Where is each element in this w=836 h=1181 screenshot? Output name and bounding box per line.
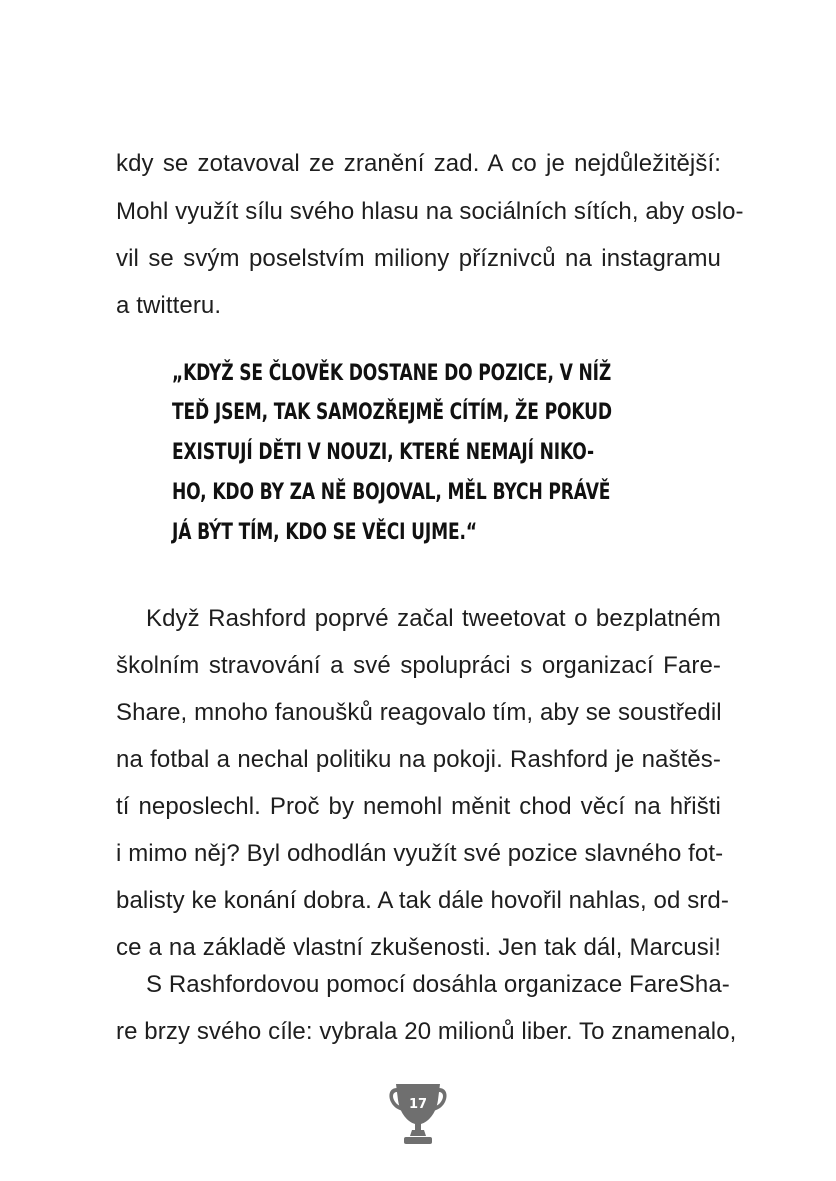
paragraph-line: vil se svým poselstvím miliony příznivců na instagramu <box>116 245 721 272</box>
paragraph-line: kdy se zotavoval ze zranění zad. A co je nejdůležitější: <box>116 150 721 177</box>
paragraph-line: ce a na základě vlastní zkušenosti. Jen tak dál, Marcusi! <box>116 934 721 961</box>
paragraph-line: re brzy svého cíle: vybrala 20 milionů liber. To znamenalo, <box>116 1018 737 1045</box>
quote-line: HO, KDO BY ZA NĚ BOJOVAL, MĚL BYCH PRÁVĚ <box>172 479 611 505</box>
paragraph-line: i mimo něj? Byl odhodlán využít své pozice slavného fot- <box>116 840 724 867</box>
paragraph-line: školním stravování a své spolupráci s organizací Fare- <box>116 652 721 679</box>
paragraph-line: S Rashfordovou pomocí dosáhla organizace FareSha- <box>146 971 730 998</box>
paragraph-line: tí neposlechl. Proč by nemohl měnit chod věcí na hřišti <box>116 793 721 820</box>
trophy-icon <box>388 1082 448 1148</box>
paragraph-line: na fotbal a nechal politiku na pokoji. Rashford je naštěs- <box>116 746 721 773</box>
quote-line: „KDYŽ SE ČLOVĚK DOSTANE DO POZICE, V NÍŽ <box>172 360 612 386</box>
paragraph-line: Když Rashford poprvé začal tweetovat o bezplatném <box>146 605 721 632</box>
quote-line: JÁ BÝT TÍM, KDO SE VĚCI UJME.“ <box>172 519 477 545</box>
paragraph-line: Mohl využít sílu svého hlasu na sociálních sítích, aby oslo- <box>116 198 744 225</box>
paragraph-line: a twitteru. <box>116 292 222 319</box>
paragraph-line: Share, mnoho fanoušků reagovalo tím, aby se soustředil <box>116 699 722 726</box>
quote-line: TEĎ JSEM, TAK SAMOZŘEJMĚ CÍTÍM, ŽE POKUD <box>172 399 612 425</box>
paragraph-line: balisty ke konání dobra. A tak dále hovořil nahlas, od srd- <box>116 887 729 914</box>
page-number: 17 <box>408 1097 428 1112</box>
quote-line: EXISTUJÍ DĚTI V NOUZI, KTERÉ NEMAJÍ NIKO- <box>172 439 594 465</box>
